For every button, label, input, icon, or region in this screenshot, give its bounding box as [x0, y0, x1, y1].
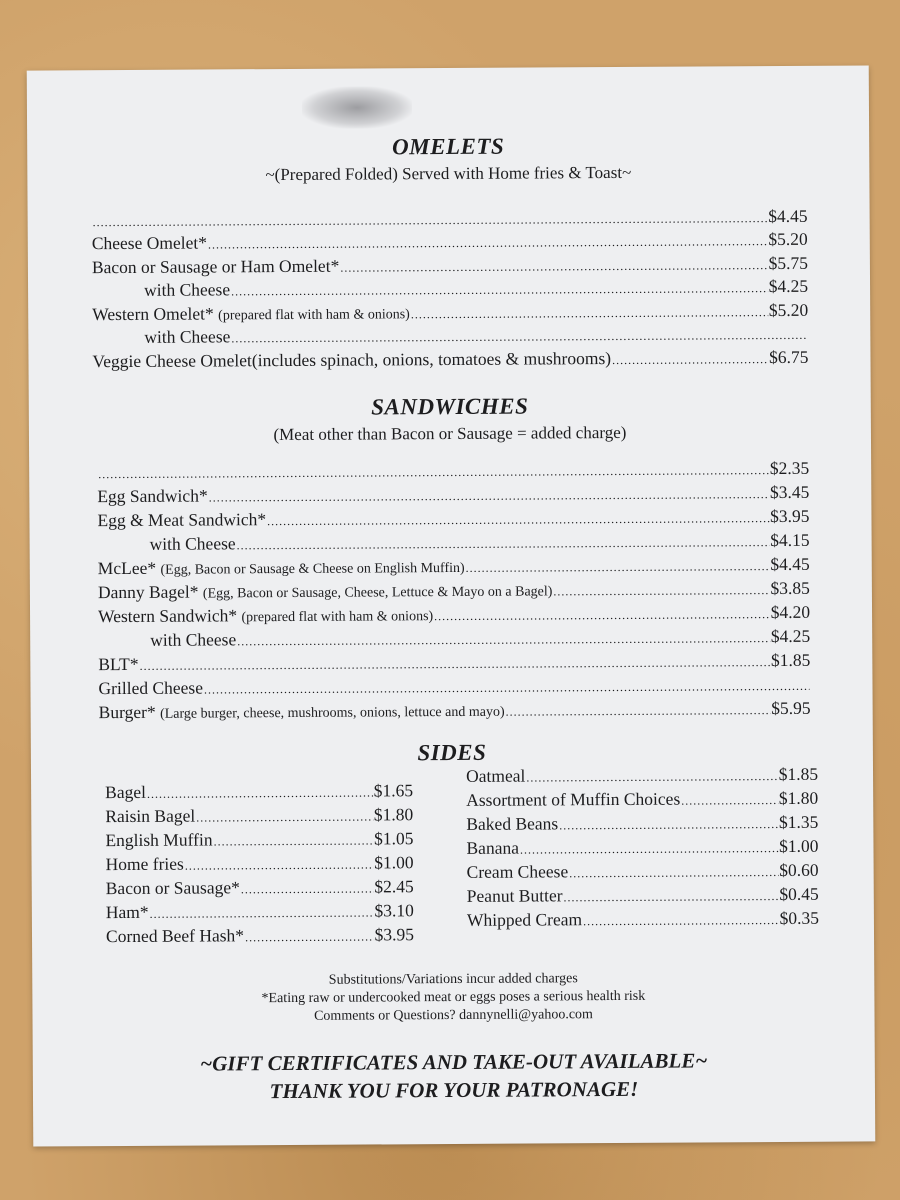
- item-name: Egg Sandwich*: [97, 485, 208, 507]
- leader-dots: [245, 929, 374, 945]
- item-price: $6.75: [769, 346, 809, 368]
- side-row: [105, 804, 413, 827]
- leader-dots: [147, 785, 373, 801]
- item-price: $4.25: [768, 275, 809, 297]
- leader-dots: [208, 234, 768, 252]
- item-price: $1.00: [779, 835, 819, 857]
- leader-dots: [559, 817, 778, 833]
- item-name: Egg & Meat Sandwich*: [97, 509, 267, 531]
- leader-dots: [209, 487, 769, 505]
- side-row: [106, 852, 414, 875]
- item-note: (prepared flat with ham & onions): [218, 307, 410, 324]
- omelet-row: [92, 276, 808, 301]
- item-price: $1.85: [778, 763, 819, 785]
- item-name: Peanut Butter: [466, 885, 563, 906]
- leader-dots: [196, 809, 373, 825]
- side-row: [106, 876, 414, 899]
- item-price: $4.25: [770, 625, 811, 647]
- item-price: $4.15: [770, 529, 810, 551]
- item-name: Oatmeal: [465, 765, 526, 786]
- item-name: Danny Bagel*: [97, 581, 199, 603]
- leader-dots: [553, 583, 769, 599]
- sandwich-row: [97, 506, 809, 531]
- omelet-row: [92, 300, 808, 325]
- gift-certificates-banner: ~GIFT CERTIFICATES AND TAKE-OUT AVAILABLE~: [200, 1048, 708, 1076]
- item-price: $2.35: [769, 457, 810, 479]
- side-row: [105, 780, 413, 803]
- item-name: Banana: [466, 837, 520, 858]
- ink-smudge: [302, 86, 412, 129]
- item-name: BLT*: [98, 653, 139, 675]
- leader-dots: [93, 211, 768, 230]
- side-row: [106, 900, 414, 923]
- side-row: [466, 836, 818, 859]
- leader-dots: [231, 328, 807, 347]
- leader-dots: [231, 281, 768, 299]
- item-price: $5.95: [771, 697, 811, 719]
- item-price: $4.20: [770, 601, 811, 623]
- sandwich-row: [99, 698, 811, 723]
- item-name: Ham*: [105, 901, 149, 923]
- leader-dots: [150, 905, 374, 921]
- leader-dots: [241, 881, 374, 897]
- item-price: $3.95: [770, 505, 810, 527]
- leader-dots: [267, 511, 769, 529]
- item-name: Cream Cheese: [466, 861, 569, 882]
- item-name: McLee*: [97, 557, 157, 579]
- item-name: Grilled Cheese: [98, 677, 204, 699]
- sandwiches-title: SANDWICHES: [371, 393, 529, 420]
- item-price: $5.75: [768, 252, 808, 274]
- item-price: $4.45: [768, 205, 808, 227]
- side-row: [105, 828, 413, 851]
- thank-you-banner: THANK YOU FOR YOUR PATRONAGE!: [269, 1076, 639, 1104]
- sandwich-row: [98, 602, 810, 627]
- sandwich-row: [98, 650, 810, 675]
- sandwich-row: [98, 578, 810, 603]
- leader-dots: [434, 607, 770, 624]
- leader-dots: [237, 631, 770, 649]
- item-price: $1.65: [373, 780, 414, 801]
- leader-dots: [466, 559, 770, 576]
- leader-dots: [612, 352, 768, 368]
- item-note: (Large burger, cheese, mushrooms, onions, lettuce and mayo): [160, 704, 505, 722]
- item-name: Bacon or Sausage or Ham Omelet*: [91, 255, 340, 278]
- item-price: $0.60: [779, 859, 819, 880]
- leader-dots: [563, 889, 778, 905]
- omelets-subtitle: ~(Prepared Folded) Served with Home fries & Toast~: [265, 162, 632, 185]
- side-row: [466, 788, 818, 811]
- leader-dots: [340, 258, 767, 276]
- leader-dots: [140, 655, 771, 674]
- item-price: $1.05: [373, 828, 414, 849]
- leader-dots: [506, 703, 771, 720]
- item-name: with Cheese: [144, 279, 231, 300]
- item-price: $1.85: [770, 649, 811, 671]
- sandwich-row: [98, 554, 810, 579]
- sandwich-row: [98, 626, 810, 651]
- omelet-row: [92, 229, 808, 254]
- omelet-row: [92, 347, 808, 372]
- side-row: [467, 908, 819, 931]
- item-price: $1.80: [373, 804, 414, 825]
- item-name: with Cheese: [149, 533, 236, 554]
- leader-dots: [520, 841, 778, 858]
- health-warning: *Eating raw or undercooked meat or eggs poses a serious health risk: [261, 988, 646, 1007]
- sandwiches-subtitle: (Meat other than Bacon or Sausage = added charge): [273, 422, 627, 445]
- side-row: [466, 764, 818, 787]
- item-price: $0.45: [779, 883, 819, 904]
- item-name: Whipped Cream: [466, 909, 583, 930]
- omelet-row: [92, 206, 808, 231]
- item-name: Veggie Cheese Omelet(includes spinach, onions, tomatoes & mushrooms): [92, 348, 612, 372]
- leader-dots: [185, 857, 373, 873]
- item-name: Western Sandwich*: [97, 605, 238, 627]
- item-note: (prepared flat with ham & onions): [241, 609, 434, 626]
- menu-sheet: [27, 65, 876, 1146]
- item-name: English Muffin: [105, 829, 213, 851]
- item-price: $3.10: [374, 900, 414, 921]
- item-note: (Egg, Bacon or Sausage & Cheese on English Muffin): [160, 560, 465, 578]
- leader-dots: [411, 305, 768, 322]
- sandwich-row: [98, 674, 810, 699]
- leader-dots: [204, 679, 810, 698]
- item-name: Cheese Omelet*: [91, 232, 208, 254]
- leader-dots: [526, 769, 777, 786]
- item-price: $5.20: [768, 228, 808, 250]
- item-price: $5.20: [768, 299, 809, 321]
- side-row: [106, 924, 414, 947]
- leader-dots: [681, 793, 778, 809]
- item-price: $2.45: [374, 876, 414, 897]
- item-name: Assortment of Muffin Choices: [466, 788, 681, 810]
- item-name: with Cheese: [150, 629, 237, 650]
- item-name: Corned Beef Hash*: [105, 925, 245, 947]
- item-price: $1.00: [374, 852, 414, 873]
- side-row: [467, 884, 819, 907]
- item-name: Western Omelet*: [92, 303, 214, 325]
- leader-dots: [237, 535, 770, 553]
- sandwich-row: [97, 458, 809, 483]
- side-row: [467, 860, 819, 883]
- leader-dots: [98, 463, 769, 482]
- omelet-row: [92, 253, 808, 278]
- omelets-title: OMELETS: [392, 133, 505, 160]
- item-name: Burger*: [98, 701, 156, 723]
- omelet-row: [92, 323, 808, 348]
- item-name: Home fries: [105, 853, 184, 875]
- item-price: $3.85: [770, 577, 810, 599]
- item-name: Raisin Bagel: [105, 805, 196, 827]
- item-price: $1.80: [778, 787, 819, 809]
- item-price: $3.45: [769, 481, 810, 503]
- item-name: Baked Beans: [466, 813, 559, 834]
- side-row: [466, 812, 818, 835]
- item-note: (Egg, Bacon or Sausage, Cheese, Lettuce & Mayo on a Bagel): [202, 584, 553, 602]
- substitutions-note: Substitutions/Variations incur added charges: [328, 971, 578, 988]
- contact-line: Comments or Questions? dannynelli@yahoo.com: [314, 1007, 593, 1024]
- sandwich-row: [97, 482, 809, 507]
- item-price: $0.35: [779, 907, 819, 928]
- leader-dots: [583, 913, 779, 929]
- leader-dots: [569, 865, 778, 881]
- item-name: with Cheese: [144, 326, 231, 347]
- item-price: $4.45: [770, 553, 810, 575]
- item-price: $1.35: [778, 811, 819, 833]
- leader-dots: [214, 833, 374, 849]
- item-name: Bacon or Sausage*: [105, 877, 240, 899]
- sandwich-row: [98, 530, 810, 555]
- item-price: $3.95: [374, 924, 415, 945]
- sides-title: SIDES: [417, 739, 487, 766]
- item-name: Bagel: [105, 781, 147, 803]
